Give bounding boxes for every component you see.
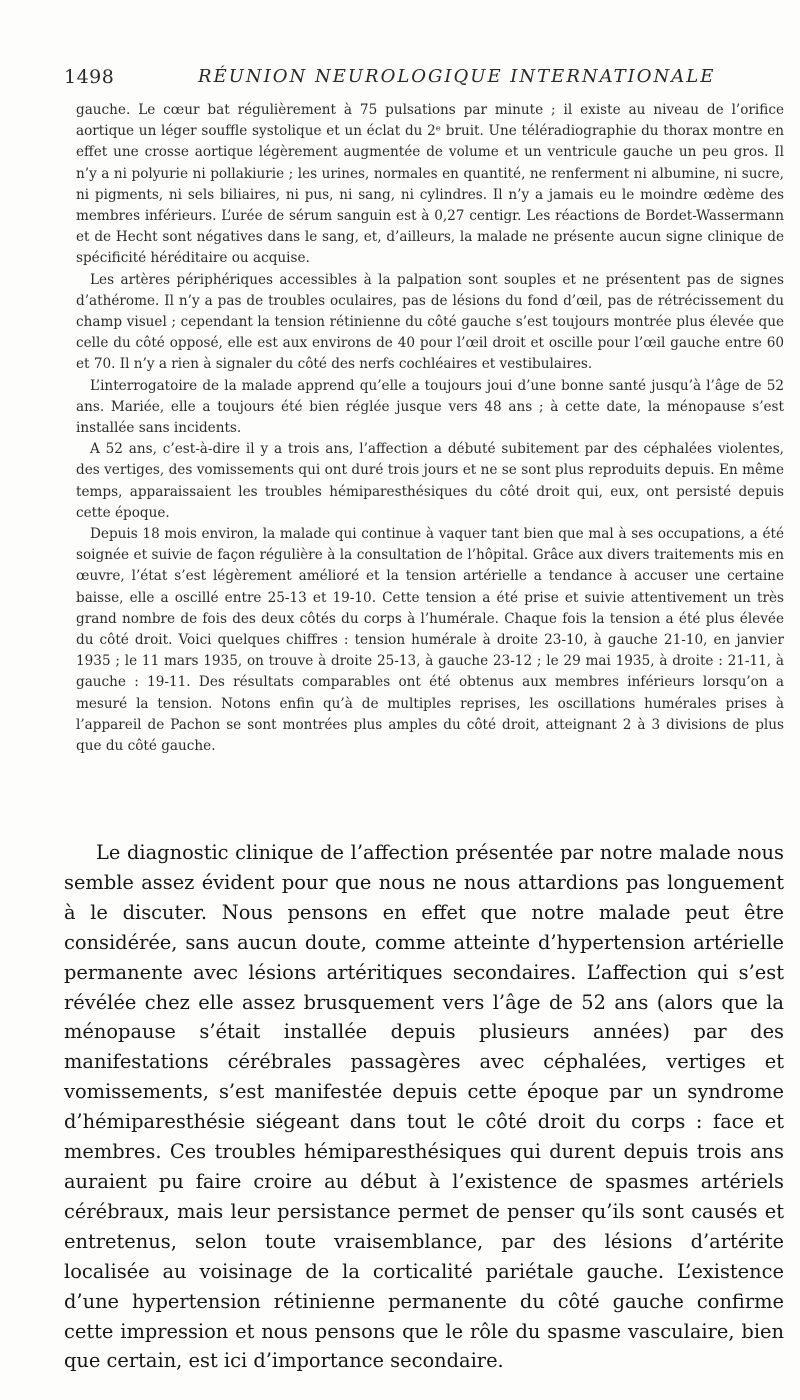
page-header (64, 66, 784, 96)
paragraph-blood-pressure: Depuis 18 mois environ, la malade qui continue à vaquer tant bien que mal à ses occupations, a été soignée et suivie de façon régulière à la consultation de l’hôpital. Grâce aux divers traitements mis en œuvre, l’état s’est légèrement amélioré et la tension artérielle a tendance à accuser une certaine baisse, elle a oscillé entre 25-13 et 19-10. Cette tension a été prise et suivie attentivement un très grand nombre de fois des deux côtés du corps à l’humérale. Chaque fois la tension a été plus élevée du côté droit. Voici quelques chiffres : tension humérale à droite 23-10, à gauche 21-10, en janvier 1935 ; le 11 mars 1935, on trouve à droite 25-13, à gauche 23-12 ; le 29 mai 1935, à droite : 21-11, à gauche : 19-11. Des résultats comparables ont été obtenus aux membres inférieurs lorsqu’on a mesuré la tension. Notons enfin qu’à de multiples reprises, les oscillations humérales prises à l’appareil de Pachon se sont montrées plus amples du côté droit, atteignant 2 à 3 divisions de plus que du côté gauche. (76, 526, 784, 755)
paragraph-history: L’interrogatoire de la malade apprend qu’elle a toujours joui d’une bonne santé jusqu’à l’âge de 52 ans. Mariée, elle a toujours été bien réglée jusque vers 48 ans ; à cette date, la ménopause s’est installée sans incidents. (76, 377, 784, 437)
page-number: 1498 (64, 66, 115, 88)
case-report-text (76, 100, 784, 757)
paragraph-onset: A 52 ans, c’est-à-dire il y a trois ans, l’affection a débuté subitement par des céphalées violentes, des vertiges, des vomissements qui ont duré trois jours et ne se sont plus reproduits depuis. En même temps, apparaissaient les troubles hémiparesthésiques du côté droit qui, eux, ont persisté depuis cette époque. (76, 441, 784, 521)
running-title: RÉUNION NEUROLOGIQUE INTERNATIONALE (198, 66, 716, 87)
paragraph-cardiac-exam: gauche. Le cœur bat régulièrement à 75 pulsations par minute ; il existe au niveau de l’orifice aortique un léger souffle systolique et un éclat du 2ᵉ bruit. Une téléradiographie du thorax montre en effet une crosse aortique légèrement augmentée de volume et un ventricule gauche un peu gros. Il n’y a ni polyurie ni pollakiurie ; les urines, normales en quantité, ne renferment ni albumine, ni sucre, ni pigments, ni sels biliaires, ni pus, ni sang, ni cylindres. Il n’y a jamais eu le moindre œdème des membres inférieurs. L’urée de sérum sanguin est à 0,27 centigr. Les réactions de Bordet-Wassermann et de Hecht sont négatives dans le sang, et, d’ailleurs, la malade ne présente aucun signe clinique de spécificité héréditaire ou acquise. (76, 102, 784, 267)
paragraph-arteries-eyes: Les artères périphériques accessibles à la palpation sont souples et ne présentent pas de signes d’athérome. Il n’y a pas de troubles oculaires, pas de lésions du fond d’œil, pas de rétrécissement du champ visuel ; cependant la tension rétinienne du côté gauche s’est toujours montrée plus élevée que celle du côté opposé, elle est aux environs de 40 pour l’œil droit et oscille pour l’œil gauche entre 60 et 70. Il n’y a rien à signaler du côté des nerfs cochléaires et vestibulaires. (76, 271, 784, 373)
diagnosis-text (64, 838, 784, 1376)
paragraph-diagnosis: Le diagnostic clinique de l’affection présentée par notre malade nous semble assez évident pour que nous ne nous attardions pas longuement à le discuter. Nous pensons en effet que notre malade peut être considérée, sans aucun doute, comme atteinte d’hypertension artérielle permanente avec lésions artéritiques secondaires. L’affection qui s’est révélée chez elle assez brusquement vers l’âge de 52 ans (alors que la ménopause s’était installée depuis plusieurs années) par des manifestations cérébrales passagères avec céphalées, vertiges et vomissements, s’est manifestée depuis cette époque par un syndrome d’hémiparesthésie siégeant dans tout le côté droit du corps : face et membres. Ces troubles hémiparesthésiques qui durent depuis trois ans auraient pu faire croire au début à l’existence de spasmes artériels cérébraux, mais leur persistance permet de penser qu’ils sont causés et entretenus, selon toute vraisemblance, par des lésions d’artérite localisée au voisinage de la corticalité pariétale gauche. L’existence d’une hypertension rétinienne permanente du côté gauche confirme cette impression et nous pensons que le rôle du spasme vasculaire, bien que certain, est ici d’importance secondaire. (64, 841, 784, 1373)
